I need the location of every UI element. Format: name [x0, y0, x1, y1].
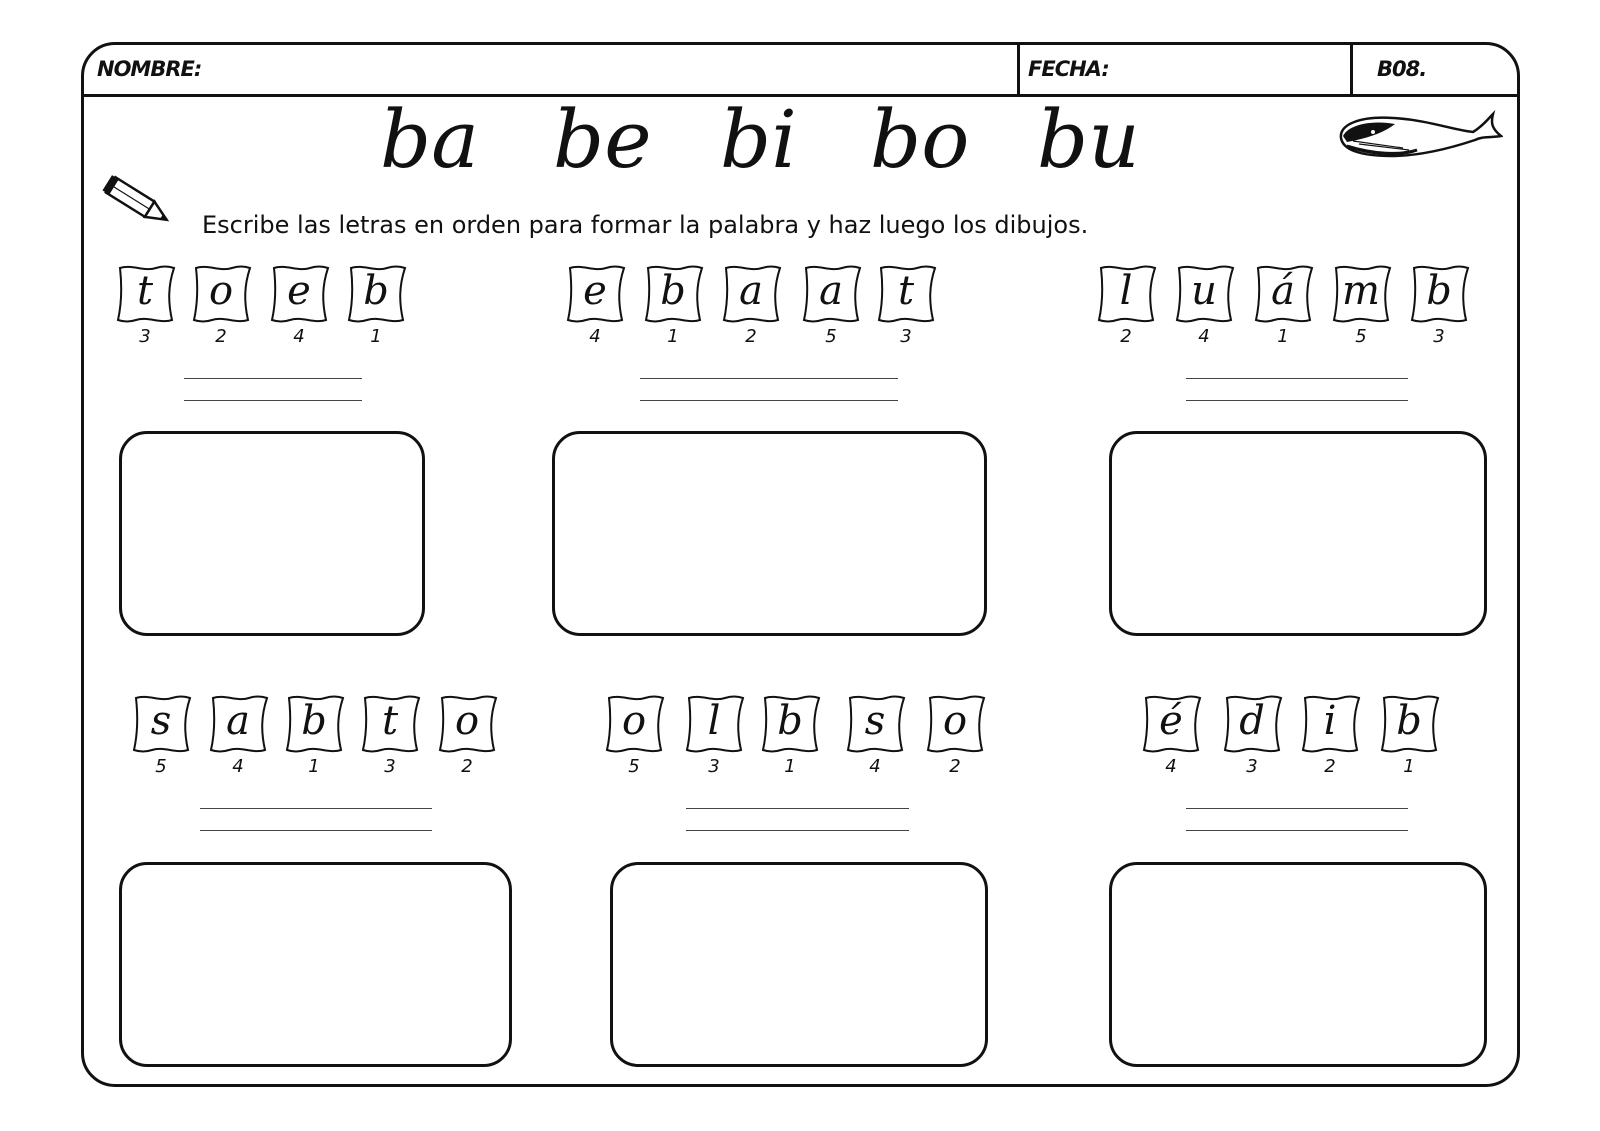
letter-tile — [207, 692, 269, 754]
letter-tile — [283, 692, 345, 754]
tile-letter: é — [1159, 698, 1183, 744]
letter-tile — [720, 262, 782, 324]
sheet-code: B08. — [1377, 57, 1427, 81]
order-number: 4 — [869, 756, 881, 777]
tile-letter: m — [1342, 268, 1380, 314]
order-number: 3 — [1433, 326, 1445, 347]
tile-letter: d — [1239, 698, 1265, 744]
order-number: 3 — [900, 326, 912, 347]
answer-line[interactable] — [686, 808, 909, 809]
letter-tile — [130, 692, 192, 754]
answer-line[interactable] — [1186, 378, 1408, 379]
order-number: 2 — [215, 326, 227, 347]
tile-letter: s — [150, 698, 172, 744]
tile-letter: o — [208, 268, 234, 314]
order-number: 2 — [1324, 756, 1336, 777]
answer-line[interactable] — [184, 400, 362, 401]
pencil-icon — [100, 174, 180, 230]
order-number: 5 — [628, 756, 640, 777]
letter-tile — [642, 262, 704, 324]
tile-letter: o — [454, 698, 480, 744]
drawing-box[interactable] — [610, 862, 988, 1067]
order-number: 5 — [825, 326, 837, 347]
tile-letter: á — [1271, 268, 1295, 314]
order-number: 3 — [1246, 756, 1258, 777]
tile-letter: b — [1396, 698, 1422, 744]
header-divider — [1350, 45, 1353, 94]
order-number: 5 — [1355, 326, 1367, 347]
letter-tile — [345, 262, 407, 324]
tile-letter: e — [287, 268, 311, 314]
order-number: 5 — [155, 756, 167, 777]
order-number: 2 — [745, 326, 757, 347]
letter-tile — [359, 692, 421, 754]
letter-tile — [800, 262, 862, 324]
answer-line[interactable] — [200, 808, 432, 809]
order-number: 4 — [589, 326, 601, 347]
order-number: 4 — [1165, 756, 1177, 777]
syllable-ba: ba — [380, 93, 479, 186]
letter-tile — [268, 262, 330, 324]
letter-tile — [114, 262, 176, 324]
letter-tile — [1378, 692, 1440, 754]
tile-letter: i — [1323, 698, 1337, 744]
order-number: 1 — [308, 756, 320, 777]
answer-line[interactable] — [640, 400, 898, 401]
order-number: 3 — [139, 326, 151, 347]
order-number: 1 — [1277, 326, 1289, 347]
tile-letter: t — [381, 698, 399, 744]
answer-line[interactable] — [184, 378, 362, 379]
letter-tile — [1299, 692, 1361, 754]
syllable-bi: bi — [720, 93, 797, 186]
letter-tile — [1221, 692, 1283, 754]
order-number: 1 — [370, 326, 382, 347]
syllable-bo: bo — [870, 93, 970, 186]
tile-letter: b — [301, 698, 327, 744]
answer-line[interactable] — [686, 830, 909, 831]
letter-tile — [1252, 262, 1314, 324]
letter-tile — [875, 262, 937, 324]
order-number: 1 — [1403, 756, 1415, 777]
order-number: 1 — [667, 326, 679, 347]
order-number: 4 — [293, 326, 305, 347]
tile-letter: u — [1191, 268, 1217, 314]
order-number: 3 — [384, 756, 396, 777]
date-label: FECHA: — [1028, 57, 1109, 81]
letter-tile — [844, 692, 906, 754]
tile-letter: l — [707, 698, 721, 744]
letter-tile — [603, 692, 665, 754]
letter-tile — [759, 692, 821, 754]
order-number: 3 — [708, 756, 720, 777]
tile-letter: e — [583, 268, 607, 314]
name-label: NOMBRE: — [97, 57, 202, 81]
syllable-bu: bu — [1037, 93, 1140, 186]
order-number: 2 — [461, 756, 473, 777]
tile-letter: o — [942, 698, 968, 744]
letter-tile — [190, 262, 252, 324]
tile-letter: b — [777, 698, 803, 744]
answer-line[interactable] — [1186, 830, 1408, 831]
drawing-box[interactable] — [1109, 862, 1487, 1067]
order-number: 1 — [784, 756, 796, 777]
tile-letter: a — [226, 698, 250, 744]
letter-tile — [924, 692, 986, 754]
order-number: 2 — [1120, 326, 1132, 347]
letter-tile — [1140, 692, 1202, 754]
tile-letter: b — [660, 268, 686, 314]
letter-tile — [1095, 262, 1157, 324]
order-number: 4 — [232, 756, 244, 777]
tile-letter: t — [897, 268, 915, 314]
tile-letter: b — [363, 268, 389, 314]
order-number: 2 — [949, 756, 961, 777]
answer-line[interactable] — [1186, 400, 1408, 401]
letter-tile — [683, 692, 745, 754]
letter-tile — [436, 692, 498, 754]
tile-letter: a — [819, 268, 843, 314]
tile-letter: o — [621, 698, 647, 744]
drawing-box[interactable] — [119, 431, 425, 636]
tile-letter: t — [136, 268, 154, 314]
whale-icon — [1333, 110, 1503, 168]
tile-letter: a — [739, 268, 763, 314]
answer-line[interactable] — [1186, 808, 1408, 809]
instruction-text: Escribe las letras en orden para formar la palabra y haz luego los dibujos. — [202, 211, 1089, 239]
answer-line[interactable] — [640, 378, 898, 379]
drawing-box[interactable] — [552, 431, 987, 636]
order-number: 4 — [1198, 326, 1210, 347]
drawing-box[interactable] — [1109, 431, 1487, 636]
answer-line[interactable] — [200, 830, 432, 831]
letter-tile — [1408, 262, 1470, 324]
drawing-box[interactable] — [119, 862, 512, 1067]
tile-letter: s — [864, 698, 886, 744]
header-divider — [1017, 45, 1020, 94]
tile-letter: l — [1119, 268, 1133, 314]
header-bar — [84, 45, 1517, 97]
letter-tile — [564, 262, 626, 324]
tile-letter: b — [1426, 268, 1452, 314]
letter-tile — [1330, 262, 1392, 324]
syllable-be: be — [553, 93, 652, 186]
letter-tile — [1173, 262, 1235, 324]
